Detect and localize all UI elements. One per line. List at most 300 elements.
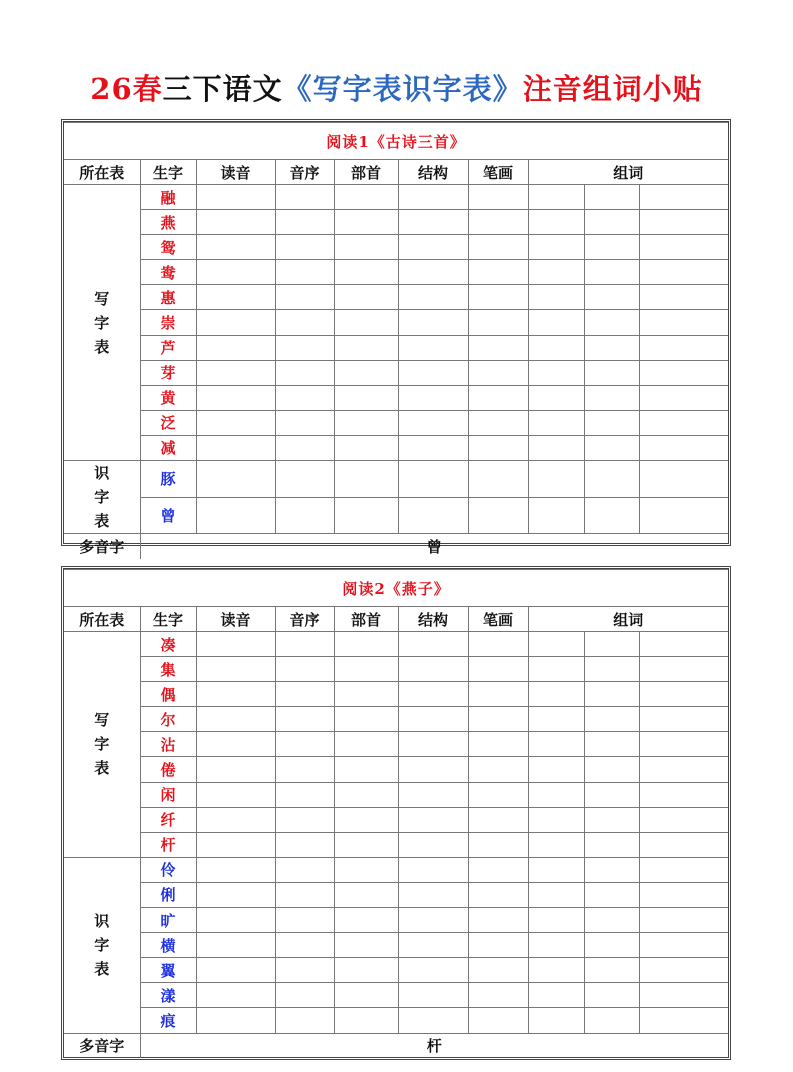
char-row <box>64 908 728 933</box>
blank-cell <box>398 857 468 882</box>
blank-cell <box>528 210 584 235</box>
blank-cell <box>639 958 728 983</box>
write-char: 倦 <box>140 757 196 782</box>
blank-cell <box>196 235 275 260</box>
char-row <box>64 882 728 907</box>
blank-cell <box>275 782 334 807</box>
write-char: 芦 <box>140 335 196 360</box>
blank-cell <box>639 235 728 260</box>
blank-cell <box>196 260 275 285</box>
blank-cell <box>528 310 584 335</box>
blank-cell <box>468 933 528 958</box>
blank-cell <box>528 235 584 260</box>
blank-cell <box>334 657 398 682</box>
blank-cell <box>528 335 584 360</box>
blank-cell <box>196 882 275 907</box>
blank-cell <box>334 1008 398 1033</box>
blank-cell <box>196 933 275 958</box>
blank-cell <box>196 632 275 657</box>
read-char: 痕 <box>140 1008 196 1033</box>
blank-cell <box>584 857 639 882</box>
blank-cell <box>528 908 584 933</box>
blank-cell <box>196 958 275 983</box>
blank-cell <box>398 757 468 782</box>
write-label-char: 写 <box>94 711 110 730</box>
lesson-title: 阅读1《古诗三首》 <box>64 123 728 160</box>
read-table-label <box>64 857 140 1033</box>
blank-cell <box>639 707 728 732</box>
blank-cell <box>334 435 398 460</box>
read-char: 横 <box>140 933 196 958</box>
write-char: 尔 <box>140 707 196 732</box>
header-7: 组词 <box>528 607 728 632</box>
blank-cell <box>196 360 275 385</box>
char-row <box>64 285 728 310</box>
blank-cell <box>639 933 728 958</box>
blank-cell <box>584 882 639 907</box>
blank-cell <box>398 933 468 958</box>
write-char: 泛 <box>140 410 196 435</box>
blank-cell <box>528 757 584 782</box>
title-book: 《写字表识字表》 <box>282 72 523 106</box>
char-row <box>64 983 728 1008</box>
char-row <box>64 732 728 757</box>
blank-cell <box>584 410 639 435</box>
blank-cell <box>275 958 334 983</box>
blank-cell <box>275 310 334 335</box>
blank-cell <box>334 185 398 210</box>
blank-cell <box>398 385 468 410</box>
blank-cell <box>398 235 468 260</box>
write-label-char: 字 <box>94 313 110 332</box>
blank-cell <box>398 958 468 983</box>
blank-cell <box>196 210 275 235</box>
blank-cell <box>468 983 528 1008</box>
blank-cell <box>196 807 275 832</box>
write-char: 集 <box>140 657 196 682</box>
blank-cell <box>334 983 398 1008</box>
blank-cell <box>398 285 468 310</box>
blank-cell <box>639 435 728 460</box>
write-char: 凑 <box>140 632 196 657</box>
blank-cell <box>196 757 275 782</box>
char-row <box>64 185 728 210</box>
blank-cell <box>584 335 639 360</box>
blank-cell <box>528 385 584 410</box>
char-row <box>64 782 728 807</box>
blank-cell <box>639 360 728 385</box>
blank-cell <box>528 857 584 882</box>
char-table <box>64 122 728 559</box>
write-label-char: 表 <box>94 337 110 356</box>
blank-cell <box>639 807 728 832</box>
blank-cell <box>334 707 398 732</box>
header-7: 组词 <box>528 160 728 185</box>
header-0: 所在表 <box>64 607 140 632</box>
blank-cell <box>398 707 468 732</box>
char-row <box>64 632 728 657</box>
blank-cell <box>639 632 728 657</box>
blank-cell <box>468 461 528 498</box>
blank-cell <box>639 260 728 285</box>
blank-cell <box>334 807 398 832</box>
blank-cell <box>468 807 528 832</box>
blank-cell <box>398 983 468 1008</box>
blank-cell <box>639 210 728 235</box>
page-title <box>0 64 793 114</box>
blank-cell <box>639 285 728 310</box>
blank-cell <box>584 260 639 285</box>
blank-cell <box>528 497 584 534</box>
blank-cell <box>528 933 584 958</box>
blank-cell <box>468 908 528 933</box>
read-label-char: 识 <box>94 912 110 931</box>
char-row <box>64 335 728 360</box>
blank-cell <box>639 732 728 757</box>
blank-cell <box>196 185 275 210</box>
blank-cell <box>584 782 639 807</box>
blank-cell <box>398 782 468 807</box>
blank-cell <box>334 210 398 235</box>
blank-cell <box>398 657 468 682</box>
char-row <box>64 410 728 435</box>
blank-cell <box>468 757 528 782</box>
blank-cell <box>528 958 584 983</box>
blank-cell <box>398 682 468 707</box>
blank-cell <box>334 285 398 310</box>
blank-cell <box>275 657 334 682</box>
blank-cell <box>528 260 584 285</box>
blank-cell <box>639 185 728 210</box>
blank-cell <box>196 385 275 410</box>
blank-cell <box>398 832 468 857</box>
polyphone-label: 多音字 <box>64 1033 140 1058</box>
blank-cell <box>275 632 334 657</box>
char-row <box>64 385 728 410</box>
blank-cell <box>275 682 334 707</box>
blank-cell <box>398 310 468 335</box>
blank-cell <box>584 958 639 983</box>
write-char: 惠 <box>140 285 196 310</box>
blank-cell <box>528 782 584 807</box>
blank-cell <box>196 832 275 857</box>
header-row <box>64 160 728 185</box>
blank-cell <box>275 908 334 933</box>
blank-cell <box>528 285 584 310</box>
header-1: 生字 <box>140 607 196 632</box>
blank-cell <box>584 732 639 757</box>
write-char: 闲 <box>140 782 196 807</box>
blank-cell <box>639 410 728 435</box>
blank-cell <box>334 682 398 707</box>
blank-cell <box>334 632 398 657</box>
header-6: 笔画 <box>468 160 528 185</box>
blank-cell <box>468 857 528 882</box>
read-char: 俐 <box>140 882 196 907</box>
blank-cell <box>334 908 398 933</box>
blank-cell <box>584 807 639 832</box>
blank-cell <box>528 185 584 210</box>
read-char: 曾 <box>140 497 196 534</box>
blank-cell <box>528 682 584 707</box>
blank-cell <box>468 210 528 235</box>
header-0: 所在表 <box>64 160 140 185</box>
blank-cell <box>275 882 334 907</box>
blank-cell <box>275 235 334 260</box>
char-row <box>64 210 728 235</box>
blank-cell <box>196 983 275 1008</box>
blank-cell <box>334 933 398 958</box>
blank-cell <box>275 260 334 285</box>
blank-cell <box>584 632 639 657</box>
char-row <box>64 260 728 285</box>
blank-cell <box>398 335 468 360</box>
title-middle: 三下语文 <box>162 72 283 106</box>
lesson-title-row <box>64 570 728 607</box>
blank-cell <box>334 782 398 807</box>
blank-cell <box>398 632 468 657</box>
blank-cell <box>398 210 468 235</box>
char-row <box>64 832 728 857</box>
blank-cell <box>528 807 584 832</box>
blank-cell <box>275 360 334 385</box>
blank-cell <box>334 235 398 260</box>
blank-cell <box>584 360 639 385</box>
blank-cell <box>468 185 528 210</box>
write-char: 减 <box>140 435 196 460</box>
blank-cell <box>334 497 398 534</box>
blank-cell <box>528 632 584 657</box>
blank-cell <box>275 807 334 832</box>
blank-cell <box>275 983 334 1008</box>
polyphone-value: 杆 <box>140 1033 728 1058</box>
header-3: 音序 <box>275 160 334 185</box>
char-row <box>64 857 728 882</box>
blank-cell <box>639 461 728 498</box>
blank-cell <box>468 260 528 285</box>
blank-cell <box>639 310 728 335</box>
blank-cell <box>334 757 398 782</box>
blank-cell <box>468 632 528 657</box>
blank-cell <box>639 983 728 1008</box>
blank-cell <box>584 435 639 460</box>
blank-cell <box>196 908 275 933</box>
blank-cell <box>398 807 468 832</box>
header-1: 生字 <box>140 160 196 185</box>
blank-cell <box>398 461 468 498</box>
blank-cell <box>196 682 275 707</box>
char-row <box>64 958 728 983</box>
blank-cell <box>196 857 275 882</box>
blank-cell <box>196 285 275 310</box>
blank-cell <box>468 1008 528 1033</box>
blank-cell <box>275 757 334 782</box>
blank-cell <box>584 497 639 534</box>
blank-cell <box>398 410 468 435</box>
blank-cell <box>275 185 334 210</box>
write-char: 偶 <box>140 682 196 707</box>
blank-cell <box>639 385 728 410</box>
header-4: 部首 <box>334 607 398 632</box>
polyphone-row <box>64 534 728 559</box>
blank-cell <box>196 782 275 807</box>
char-row <box>64 682 728 707</box>
blank-cell <box>334 958 398 983</box>
header-5: 结构 <box>398 607 468 632</box>
blank-cell <box>468 310 528 335</box>
blank-cell <box>528 732 584 757</box>
blank-cell <box>334 832 398 857</box>
blank-cell <box>468 385 528 410</box>
write-char: 芽 <box>140 360 196 385</box>
blank-cell <box>584 983 639 1008</box>
char-row <box>64 461 728 498</box>
header-6: 笔画 <box>468 607 528 632</box>
blank-cell <box>584 908 639 933</box>
char-row <box>64 657 728 682</box>
write-char: 鸯 <box>140 260 196 285</box>
read-label-char: 字 <box>94 488 110 507</box>
blank-cell <box>196 707 275 732</box>
blank-cell <box>275 435 334 460</box>
write-char: 崇 <box>140 310 196 335</box>
blank-cell <box>468 707 528 732</box>
blank-cell <box>196 497 275 534</box>
write-char: 鸳 <box>140 235 196 260</box>
blank-cell <box>334 335 398 360</box>
blank-cell <box>398 497 468 534</box>
blank-cell <box>468 882 528 907</box>
write-table-label <box>64 632 140 858</box>
read-char: 伶 <box>140 857 196 882</box>
blank-cell <box>584 185 639 210</box>
blank-cell <box>196 1008 275 1033</box>
blank-cell <box>639 908 728 933</box>
blank-cell <box>528 832 584 857</box>
blank-cell <box>334 385 398 410</box>
title-suffix: 注音组词小贴 <box>522 72 703 106</box>
blank-cell <box>275 385 334 410</box>
blank-cell <box>639 1008 728 1033</box>
write-label-char: 表 <box>94 759 110 778</box>
blank-cell <box>334 461 398 498</box>
blank-cell <box>639 782 728 807</box>
write-label-char: 字 <box>94 735 110 754</box>
blank-cell <box>528 707 584 732</box>
blank-cell <box>275 707 334 732</box>
blank-cell <box>398 185 468 210</box>
blank-cell <box>468 335 528 360</box>
write-table-label <box>64 185 140 461</box>
read-table-label <box>64 461 140 534</box>
blank-cell <box>196 732 275 757</box>
blank-cell <box>334 260 398 285</box>
blank-cell <box>468 732 528 757</box>
blank-cell <box>468 360 528 385</box>
blank-cell <box>398 260 468 285</box>
blank-cell <box>398 732 468 757</box>
read-char: 豚 <box>140 461 196 498</box>
char-row <box>64 1008 728 1033</box>
char-row <box>64 807 728 832</box>
blank-cell <box>468 682 528 707</box>
lesson-title-row <box>64 123 728 160</box>
blank-cell <box>528 435 584 460</box>
read-char: 翼 <box>140 958 196 983</box>
lesson-card-2 <box>61 566 731 1060</box>
blank-cell <box>639 757 728 782</box>
read-label-char: 识 <box>94 464 110 483</box>
blank-cell <box>398 882 468 907</box>
blank-cell <box>584 757 639 782</box>
blank-cell <box>584 285 639 310</box>
blank-cell <box>275 857 334 882</box>
char-row <box>64 310 728 335</box>
blank-cell <box>334 857 398 882</box>
blank-cell <box>528 882 584 907</box>
char-row <box>64 933 728 958</box>
blank-cell <box>639 857 728 882</box>
blank-cell <box>639 882 728 907</box>
blank-cell <box>196 657 275 682</box>
write-char: 燕 <box>140 210 196 235</box>
char-row <box>64 707 728 732</box>
blank-cell <box>196 461 275 498</box>
blank-cell <box>398 908 468 933</box>
blank-cell <box>584 310 639 335</box>
blank-cell <box>275 933 334 958</box>
write-char: 杆 <box>140 832 196 857</box>
blank-cell <box>275 335 334 360</box>
char-row <box>64 757 728 782</box>
blank-cell <box>468 832 528 857</box>
blank-cell <box>275 1008 334 1033</box>
blank-cell <box>275 832 334 857</box>
blank-cell <box>528 657 584 682</box>
blank-cell <box>398 360 468 385</box>
blank-cell <box>468 958 528 983</box>
blank-cell <box>334 360 398 385</box>
read-label-char: 表 <box>94 960 110 979</box>
read-label-char: 字 <box>94 936 110 955</box>
write-char: 沾 <box>140 732 196 757</box>
blank-cell <box>639 335 728 360</box>
blank-cell <box>275 461 334 498</box>
header-2: 读音 <box>196 607 275 632</box>
blank-cell <box>584 657 639 682</box>
blank-cell <box>584 682 639 707</box>
blank-cell <box>398 1008 468 1033</box>
blank-cell <box>334 410 398 435</box>
char-table <box>64 569 728 1058</box>
blank-cell <box>468 410 528 435</box>
blank-cell <box>196 410 275 435</box>
blank-cell <box>334 310 398 335</box>
blank-cell <box>528 983 584 1008</box>
blank-cell <box>584 461 639 498</box>
write-label-char: 写 <box>94 289 110 308</box>
read-char: 漾 <box>140 983 196 1008</box>
header-4: 部首 <box>334 160 398 185</box>
blank-cell <box>334 732 398 757</box>
blank-cell <box>528 360 584 385</box>
blank-cell <box>196 335 275 360</box>
blank-cell <box>584 707 639 732</box>
blank-cell <box>468 657 528 682</box>
char-row <box>64 497 728 534</box>
title-prefix: 26春 <box>90 72 163 106</box>
blank-cell <box>196 435 275 460</box>
